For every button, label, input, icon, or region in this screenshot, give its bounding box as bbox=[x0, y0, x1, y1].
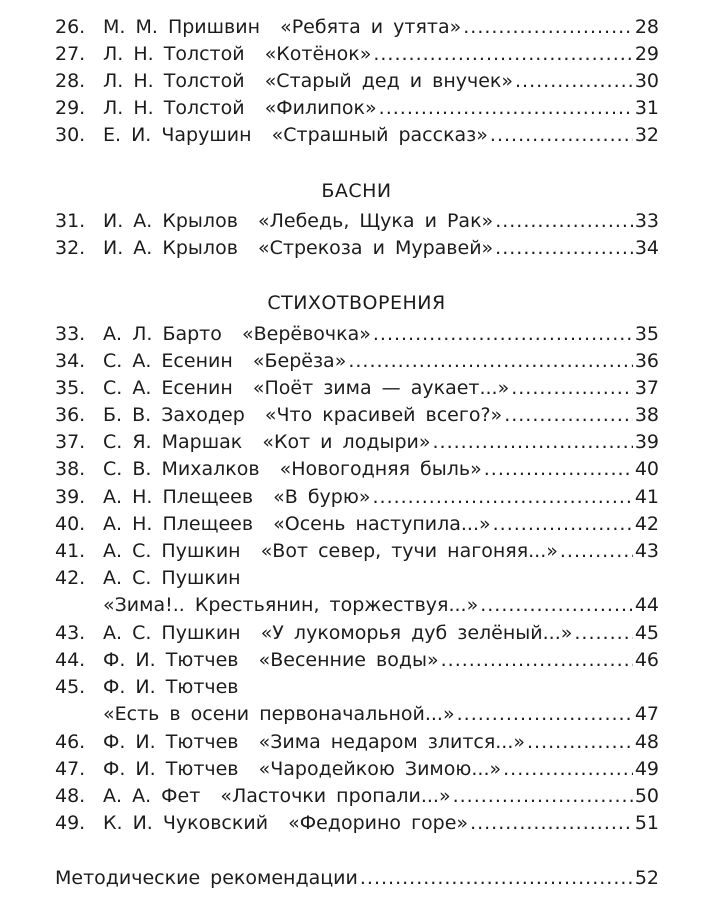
entry-title: «Стрекоза и Муравей» bbox=[257, 237, 494, 259]
entry-page: 36 bbox=[634, 350, 659, 372]
entry-author: С. А. Есенин bbox=[103, 350, 233, 372]
entry-author: А. Н. Плещеев bbox=[103, 513, 254, 535]
entry-title: «Чародейкою Зимою...» bbox=[258, 758, 502, 780]
dot-leader bbox=[348, 348, 632, 375]
section-heading-fables: БАСНИ bbox=[321, 180, 392, 202]
entry-page: 34 bbox=[634, 237, 659, 259]
entry-title: «Новогодняя быль» bbox=[279, 458, 482, 480]
entry-number: 32. bbox=[55, 237, 86, 259]
entry-page: 42 bbox=[634, 513, 659, 535]
toc-entry bbox=[0, 484, 713, 511]
entry-number: 38. bbox=[55, 458, 86, 480]
entry-number: 48. bbox=[55, 785, 86, 807]
toc-entry bbox=[0, 95, 713, 122]
toc-entry bbox=[0, 729, 713, 756]
entry-number: 33. bbox=[55, 323, 86, 345]
entry-author: Л. Н. Толстой bbox=[103, 97, 245, 119]
entry-number: 44. bbox=[55, 649, 86, 671]
dot-leader bbox=[457, 701, 633, 728]
entry-page: 35 bbox=[634, 323, 659, 345]
entry-author: Ф. И. Тютчев bbox=[103, 676, 239, 698]
dot-leader bbox=[453, 783, 633, 810]
entry-page: 32 bbox=[634, 124, 659, 146]
entry-author: А. Л. Барто bbox=[103, 323, 222, 345]
entry-number: 35. bbox=[55, 377, 86, 399]
toc-entry-continuation bbox=[0, 701, 713, 728]
entry-title: «У лукоморья дуб зелёный...» bbox=[260, 622, 573, 644]
entry-title: «Ребята и утята» bbox=[280, 16, 462, 38]
entry-title: «Котёнок» bbox=[264, 43, 372, 65]
entry-author: И. А. Крылов bbox=[103, 210, 238, 232]
entry-title: «Зима!.. Крестьянин, торжествуя...» bbox=[103, 594, 479, 616]
dot-leader bbox=[504, 402, 633, 429]
dot-leader bbox=[503, 756, 633, 783]
toc-entry bbox=[0, 756, 713, 783]
entry-page: 41 bbox=[634, 486, 659, 508]
entry-page: 49 bbox=[634, 758, 659, 780]
toc-entry bbox=[0, 402, 713, 429]
toc-entry bbox=[0, 783, 713, 810]
entry-author: А. Н. Плещеев bbox=[103, 486, 254, 508]
entry-number: 37. bbox=[55, 431, 86, 453]
entry-number: 47. bbox=[55, 758, 86, 780]
entry-number: 39. bbox=[55, 486, 86, 508]
dot-leader bbox=[379, 95, 633, 122]
dot-leader bbox=[560, 538, 633, 565]
entry-author: Е. И. Чарушин bbox=[103, 124, 252, 146]
entry-title: «Осень наступила...» bbox=[273, 513, 491, 535]
toc-entry-continuation bbox=[0, 592, 713, 619]
entry-title: «Верёвочка» bbox=[241, 323, 371, 345]
dot-leader bbox=[372, 484, 632, 511]
dot-leader bbox=[433, 429, 633, 456]
section-heading-poems: СТИХОТВОРЕНИЯ bbox=[267, 292, 446, 314]
dot-leader bbox=[373, 321, 633, 348]
entry-author: Б. В. Заходер bbox=[103, 404, 245, 426]
dot-leader bbox=[470, 810, 633, 837]
entry-author: А. А. Фет bbox=[103, 785, 201, 807]
entry-page: 45 bbox=[634, 622, 659, 644]
entry-page: 52 bbox=[634, 867, 659, 889]
entry-title: «Филипок» bbox=[264, 97, 377, 119]
entry-title: Методические рекомендации bbox=[55, 867, 358, 889]
toc-entry bbox=[0, 235, 713, 262]
entry-page: 38 bbox=[634, 404, 659, 426]
entry-title: «Есть в осени первоначальной...» bbox=[103, 703, 455, 725]
entry-author: Ф. И. Тютчев bbox=[103, 649, 239, 671]
entry-title: «Что красивей всего?» bbox=[264, 404, 503, 426]
toc-entry bbox=[0, 348, 713, 375]
toc-entry bbox=[0, 208, 713, 235]
dot-leader bbox=[511, 375, 633, 402]
entry-page: 30 bbox=[634, 70, 659, 92]
entry-number: 40. bbox=[55, 513, 86, 535]
entry-author: Ф. И. Тютчев bbox=[103, 758, 239, 780]
entry-page: 51 bbox=[634, 812, 659, 834]
entry-number: 29. bbox=[55, 97, 86, 119]
entry-author: Л. Н. Толстой bbox=[103, 43, 245, 65]
toc-entry bbox=[0, 429, 713, 456]
dot-leader bbox=[484, 456, 633, 483]
entry-page: 48 bbox=[634, 731, 659, 753]
entry-title: «В бурю» bbox=[273, 486, 371, 508]
entry-author: М. М. Пришвин bbox=[103, 16, 260, 38]
toc-entry bbox=[0, 321, 713, 348]
dot-leader bbox=[574, 620, 632, 647]
toc-entry bbox=[0, 565, 713, 592]
entry-title: «Берёза» bbox=[252, 350, 347, 372]
entry-title: «Федорино горе» bbox=[288, 812, 469, 834]
dot-leader bbox=[515, 68, 633, 95]
toc-entry bbox=[0, 674, 713, 701]
entry-title: «Весенние воды» bbox=[258, 649, 439, 671]
toc-entry bbox=[0, 810, 713, 837]
dot-leader bbox=[463, 14, 633, 41]
entry-page: 29 bbox=[634, 43, 659, 65]
entry-author: С. А. Есенин bbox=[103, 377, 233, 399]
entry-number: 49. bbox=[55, 812, 86, 834]
dot-leader bbox=[441, 647, 633, 674]
toc-entry bbox=[0, 538, 713, 565]
entry-page: 39 bbox=[634, 431, 659, 453]
toc-entry bbox=[0, 511, 713, 538]
entry-author: Л. Н. Толстой bbox=[103, 70, 245, 92]
entry-author: А. С. Пушкин bbox=[103, 567, 241, 589]
entry-title: «Лебедь, Щука и Рак» bbox=[257, 210, 494, 232]
entry-number: 31. bbox=[55, 210, 86, 232]
entry-number: 43. bbox=[55, 622, 86, 644]
entry-number: 28. bbox=[55, 70, 86, 92]
toc-entry bbox=[0, 456, 713, 483]
entry-author: И. А. Крылов bbox=[103, 237, 238, 259]
entry-author: А. С. Пушкин bbox=[103, 622, 241, 644]
entry-number: 26. bbox=[55, 16, 86, 38]
entry-number: 36. bbox=[55, 404, 86, 426]
dot-leader bbox=[373, 41, 632, 68]
entry-page: 47 bbox=[634, 703, 659, 725]
entry-page: 28 bbox=[634, 16, 659, 38]
entry-title: «Зима недаром злится...» bbox=[258, 731, 526, 753]
dot-leader bbox=[495, 208, 633, 235]
dot-leader bbox=[480, 592, 633, 619]
dot-leader bbox=[493, 511, 633, 538]
entry-page: 44 bbox=[634, 594, 659, 616]
entry-page: 50 bbox=[634, 785, 659, 807]
entry-number: 30. bbox=[55, 124, 86, 146]
toc-entry bbox=[0, 375, 713, 402]
entry-number: 27. bbox=[55, 43, 86, 65]
entry-page: 37 bbox=[634, 377, 659, 399]
entry-author: С. Я. Маршак bbox=[103, 431, 243, 453]
entry-title: «Ласточки пропали...» bbox=[220, 785, 451, 807]
entry-number: 46. bbox=[55, 731, 86, 753]
entry-page: 46 bbox=[634, 649, 659, 671]
entry-page: 40 bbox=[634, 458, 659, 480]
toc-entry bbox=[0, 14, 713, 41]
entry-author: А. С. Пушкин bbox=[103, 540, 241, 562]
entry-number: 45. bbox=[55, 676, 86, 698]
dot-leader bbox=[495, 235, 633, 262]
entry-author: С. В. Михалков bbox=[103, 458, 260, 480]
entry-author: Ф. И. Тютчев bbox=[103, 731, 239, 753]
toc-entry bbox=[0, 620, 713, 647]
dot-leader bbox=[360, 865, 633, 892]
entry-number: 34. bbox=[55, 350, 86, 372]
toc-entry bbox=[0, 68, 713, 95]
dot-leader bbox=[527, 729, 633, 756]
entry-title: «Вот север, тучи нагоняя...» bbox=[260, 540, 558, 562]
dot-leader bbox=[490, 122, 633, 149]
toc-entry-methods bbox=[0, 865, 713, 892]
toc-entry bbox=[0, 122, 713, 149]
entry-page: 43 bbox=[634, 540, 659, 562]
entry-title: «Кот и лодыри» bbox=[262, 431, 431, 453]
entry-author: К. И. Чуковский bbox=[103, 812, 269, 834]
toc-entry bbox=[0, 41, 713, 68]
entry-title: «Поёт зима — аукает...» bbox=[252, 377, 510, 399]
entry-page: 33 bbox=[634, 210, 659, 232]
entry-page: 31 bbox=[634, 97, 659, 119]
entry-number: 42. bbox=[55, 567, 86, 589]
entry-title: «Страшный рассказ» bbox=[271, 124, 488, 146]
toc-entry bbox=[0, 647, 713, 674]
entry-number: 41. bbox=[55, 540, 86, 562]
entry-title: «Старый дед и внучек» bbox=[264, 70, 514, 92]
